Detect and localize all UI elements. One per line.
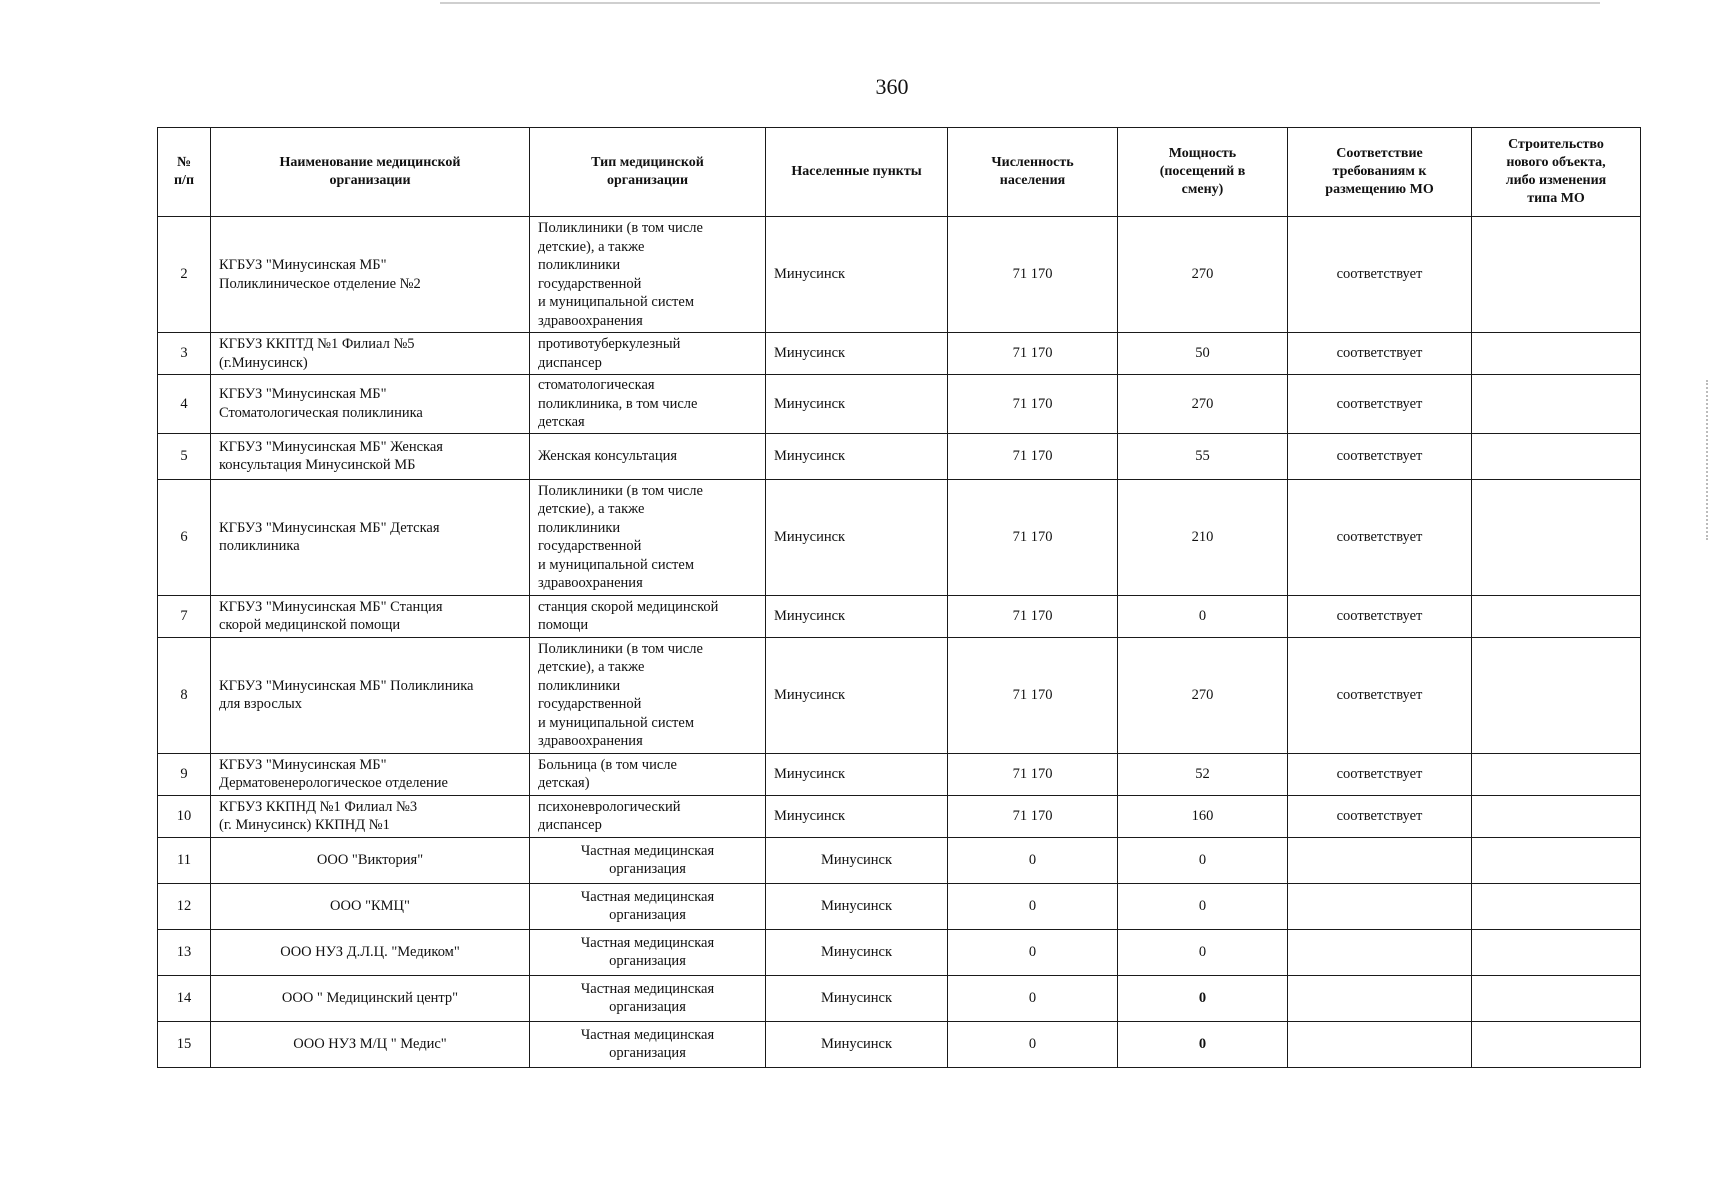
cell-num: 8	[158, 637, 211, 753]
cell-type: Поликлиники (в том числе детские), а также поликлиники государственной и муниципальной систем здравоохранения	[530, 637, 766, 753]
cell-num: 15	[158, 1021, 211, 1067]
cell-capacity: 50	[1118, 333, 1288, 375]
cell-population: 71 170	[948, 795, 1118, 837]
medical-organizations-table	[157, 127, 1641, 1068]
scan-edge-mark	[1706, 380, 1710, 540]
table-row	[158, 883, 1641, 929]
cell-name: ООО НУЗ Д.Л.Ц. "Медиком"	[211, 929, 530, 975]
header-settlement: Населенные пункты	[766, 128, 948, 217]
cell-compliance: соответствует	[1288, 479, 1472, 595]
cell-capacity: 0	[1118, 837, 1288, 883]
table-row	[158, 217, 1641, 333]
table-row	[158, 975, 1641, 1021]
cell-compliance: соответствует	[1288, 333, 1472, 375]
cell-compliance: соответствует	[1288, 217, 1472, 333]
header-construction: Строительство нового объекта, либо изменения типа МО	[1472, 128, 1641, 217]
cell-construction	[1472, 837, 1641, 883]
cell-settlement: Минусинск	[766, 433, 948, 479]
cell-compliance	[1288, 929, 1472, 975]
table-row	[158, 333, 1641, 375]
cell-type: Поликлиники (в том числе детские), а также поликлиники государственной и муниципальной систем здравоохранения	[530, 479, 766, 595]
cell-construction	[1472, 637, 1641, 753]
cell-construction	[1472, 795, 1641, 837]
cell-settlement: Минусинск	[766, 753, 948, 795]
cell-population: 0	[948, 975, 1118, 1021]
cell-construction	[1472, 375, 1641, 434]
cell-type: Частная медицинская организация	[530, 929, 766, 975]
header-number: № п/п	[158, 128, 211, 217]
cell-construction	[1472, 479, 1641, 595]
header-capacity: Мощность (посещений в смену)	[1118, 128, 1288, 217]
table-row	[158, 929, 1641, 975]
cell-settlement: Минусинск	[766, 637, 948, 753]
cell-capacity: 270	[1118, 637, 1288, 753]
cell-capacity: 0	[1118, 883, 1288, 929]
cell-settlement: Минусинск	[766, 375, 948, 434]
cell-type: Частная медицинская организация	[530, 883, 766, 929]
cell-name: КГБУЗ ККПНД №1 Филиал №3 (г. Минусинск) ККПНД №1	[211, 795, 530, 837]
cell-population: 71 170	[948, 753, 1118, 795]
cell-population: 0	[948, 883, 1118, 929]
cell-capacity: 160	[1118, 795, 1288, 837]
cell-name: КГБУЗ "Минусинская МБ" Поликлиническое отделение №2	[211, 217, 530, 333]
cell-capacity: 0	[1118, 1021, 1288, 1067]
cell-type: станция скорой медицинской помощи	[530, 595, 766, 637]
cell-capacity: 270	[1118, 217, 1288, 333]
table-row	[158, 375, 1641, 434]
cell-settlement: Минусинск	[766, 929, 948, 975]
cell-construction	[1472, 433, 1641, 479]
cell-population: 71 170	[948, 595, 1118, 637]
cell-name: КГБУЗ ККПТД №1 Филиал №5 (г.Минусинск)	[211, 333, 530, 375]
header-org-type: Тип медицинской организации	[530, 128, 766, 217]
cell-capacity: 0	[1118, 595, 1288, 637]
cell-population: 71 170	[948, 637, 1118, 753]
cell-compliance	[1288, 837, 1472, 883]
cell-num: 13	[158, 929, 211, 975]
cell-settlement: Минусинск	[766, 217, 948, 333]
cell-compliance	[1288, 1021, 1472, 1067]
cell-num: 10	[158, 795, 211, 837]
cell-construction	[1472, 595, 1641, 637]
cell-type: Больница (в том числе детская)	[530, 753, 766, 795]
cell-population: 71 170	[948, 433, 1118, 479]
cell-name: КГБУЗ "Минусинская МБ" Дерматовенерологическое отделение	[211, 753, 530, 795]
cell-capacity: 52	[1118, 753, 1288, 795]
cell-compliance: соответствует	[1288, 753, 1472, 795]
cell-name: ООО НУЗ М/Ц " Медис"	[211, 1021, 530, 1067]
table-row	[158, 479, 1641, 595]
cell-type: Женская консультация	[530, 433, 766, 479]
table-body	[158, 217, 1641, 1068]
cell-construction	[1472, 1021, 1641, 1067]
cell-population: 71 170	[948, 375, 1118, 434]
cell-settlement: Минусинск	[766, 795, 948, 837]
cell-construction	[1472, 217, 1641, 333]
cell-num: 2	[158, 217, 211, 333]
cell-name: КГБУЗ "Минусинская МБ" Женская консультация Минусинской МБ	[211, 433, 530, 479]
table-row	[158, 595, 1641, 637]
cell-type: Поликлиники (в том числе детские), а также поликлиники государственной и муниципальной систем здравоохранения	[530, 217, 766, 333]
cell-compliance: соответствует	[1288, 595, 1472, 637]
cell-settlement: Минусинск	[766, 837, 948, 883]
cell-population: 0	[948, 837, 1118, 883]
cell-num: 14	[158, 975, 211, 1021]
cell-name: КГБУЗ "Минусинская МБ" Поликлиника для взрослых	[211, 637, 530, 753]
cell-construction	[1472, 753, 1641, 795]
cell-population: 0	[948, 929, 1118, 975]
table-row	[158, 837, 1641, 883]
cell-settlement: Минусинск	[766, 883, 948, 929]
cell-type: стоматологическая поликлиника, в том числе детская	[530, 375, 766, 434]
table-header-row	[158, 128, 1641, 217]
table-row	[158, 1021, 1641, 1067]
cell-type: Частная медицинская организация	[530, 1021, 766, 1067]
table-row	[158, 637, 1641, 753]
table-row	[158, 433, 1641, 479]
cell-compliance: соответствует	[1288, 433, 1472, 479]
cell-settlement: Минусинск	[766, 333, 948, 375]
cell-capacity: 210	[1118, 479, 1288, 595]
cell-compliance	[1288, 883, 1472, 929]
cell-type: Частная медицинская организация	[530, 975, 766, 1021]
cell-construction	[1472, 929, 1641, 975]
cell-settlement: Минусинск	[766, 595, 948, 637]
cell-population: 71 170	[948, 217, 1118, 333]
cell-compliance	[1288, 975, 1472, 1021]
cell-population: 0	[948, 1021, 1118, 1067]
table-row	[158, 753, 1641, 795]
cell-type: противотуберкулезный диспансер	[530, 333, 766, 375]
table-row	[158, 795, 1641, 837]
cell-construction	[1472, 333, 1641, 375]
cell-settlement: Минусинск	[766, 479, 948, 595]
cell-name: ООО "Виктория"	[211, 837, 530, 883]
cell-compliance: соответствует	[1288, 795, 1472, 837]
cell-construction	[1472, 883, 1641, 929]
cell-compliance: соответствует	[1288, 375, 1472, 434]
cell-name: ООО " Медицинский центр"	[211, 975, 530, 1021]
cell-capacity: 0	[1118, 929, 1288, 975]
cell-num: 6	[158, 479, 211, 595]
scan-top-rule	[440, 2, 1600, 4]
cell-num: 4	[158, 375, 211, 434]
header-population: Численность населения	[948, 128, 1118, 217]
cell-population: 71 170	[948, 333, 1118, 375]
header-org-name: Наименование медицинской организации	[211, 128, 530, 217]
cell-capacity: 55	[1118, 433, 1288, 479]
cell-num: 12	[158, 883, 211, 929]
cell-construction	[1472, 975, 1641, 1021]
cell-name: КГБУЗ "Минусинская МБ" Детская поликлиника	[211, 479, 530, 595]
cell-settlement: Минусинск	[766, 1021, 948, 1067]
cell-num: 9	[158, 753, 211, 795]
cell-population: 71 170	[948, 479, 1118, 595]
cell-num: 3	[158, 333, 211, 375]
cell-compliance: соответствует	[1288, 637, 1472, 753]
cell-type: психоневрологический диспансер	[530, 795, 766, 837]
cell-num: 11	[158, 837, 211, 883]
cell-type: Частная медицинская организация	[530, 837, 766, 883]
page-number: 360	[875, 74, 909, 99]
cell-name: КГБУЗ "Минусинская МБ" Стоматологическая поликлиника	[211, 375, 530, 434]
cell-num: 7	[158, 595, 211, 637]
header-compliance: Соответствие требованиям к размещению МО	[1288, 128, 1472, 217]
cell-num: 5	[158, 433, 211, 479]
cell-settlement: Минусинск	[766, 975, 948, 1021]
cell-capacity: 270	[1118, 375, 1288, 434]
cell-name: КГБУЗ "Минусинская МБ" Станция скорой медицинской помощи	[211, 595, 530, 637]
cell-capacity: 0	[1118, 975, 1288, 1021]
cell-name: ООО "КМЦ"	[211, 883, 530, 929]
